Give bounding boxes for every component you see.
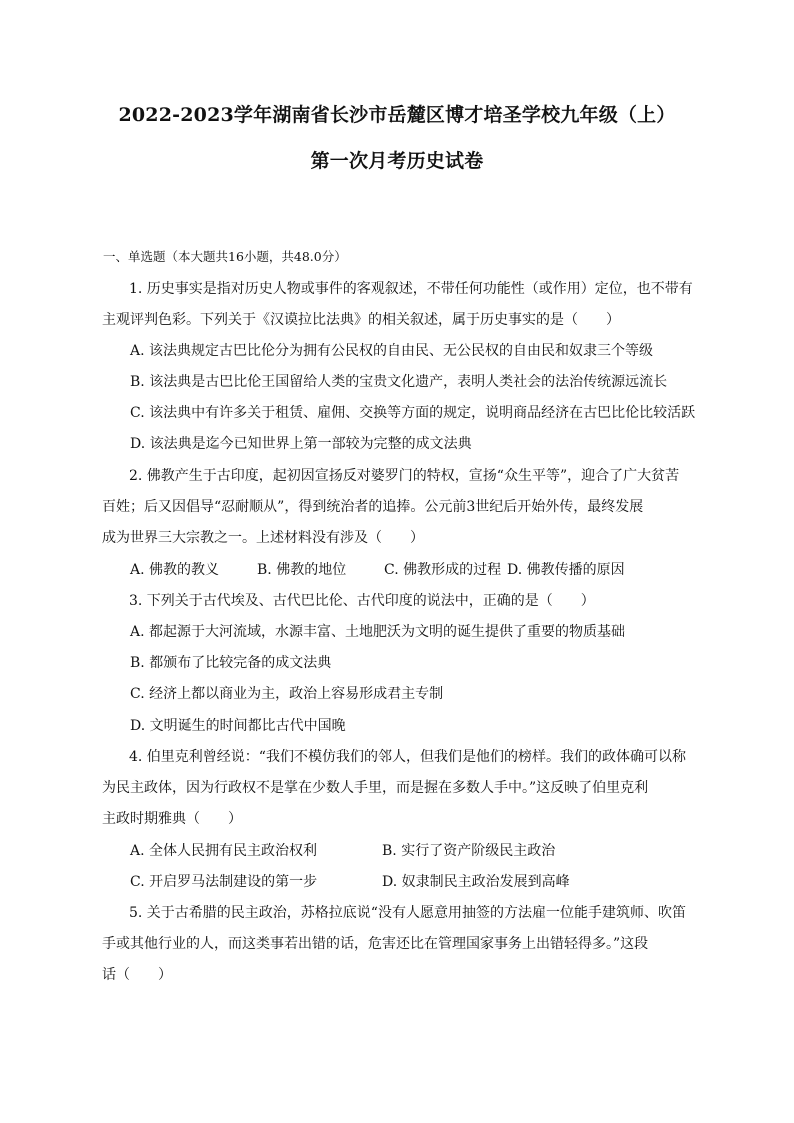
question-5-stem-line-2: 手或其他行业的人，而这类事若出错的话，危害还比在管理国家事务上出错轻得多。”这段 [102, 936, 649, 952]
question-1-option-b[interactable]: B. 该法典是古巴比伦王国留给人类的宝贵文化遗产，表明人类社会的法治传统源远流长 [130, 374, 668, 390]
question-4-stem-line-1: 4. 伯里克利曾经说：“我们不模仿我们的邻人，但我们是他们的榜样。我们的政体确可以称 [129, 749, 686, 765]
question-5-stem-line-1: 5. 关于古希腊的民主政治，苏格拉底说“没有人愿意用抽签的方法雇一位能手建筑师、吹笛 [129, 905, 686, 921]
question-1-stem-line-2: 主观评判色彩。下列关于《汉谟拉比法典》的相关叙述，属于历史事实的是（ ） [102, 312, 620, 328]
question-1-stem-line-1: 1. 历史事实是指对历史人物或事件的客观叙述，不带任何功能性（或作用）定位，也不带有 [129, 281, 693, 297]
exam-title-line2: 第一次月考历史试卷 [310, 150, 484, 172]
question-3-option-a[interactable]: A. 都起源于大河流域，水源丰富、土地肥沃为文明的诞生提供了重要的物质基础 [130, 624, 626, 640]
question-3-option-d[interactable]: D. 文明诞生的时间都比古代中国晚 [130, 718, 346, 734]
question-1-option-c[interactable]: C. 该法典中有许多关于租赁、雇佣、交换等方面的规定，说明商品经济在古巴比伦比较活跃 [130, 405, 696, 421]
question-4-option-b[interactable]: B. 实行了资产阶级民主政治 [382, 843, 556, 859]
question-2-stem-line-1: 2. 佛教产生于古印度，起初因宣扬反对婆罗门的特权，宣扬“众生平等”，迎合了广大贫苦 [129, 468, 680, 484]
question-4-option-c[interactable]: C. 开启罗马法制建设的第一步 [130, 874, 318, 890]
question-4-option-d[interactable]: D. 奴隶制民主政治发展到高峰 [382, 874, 570, 890]
question-3-option-c[interactable]: C. 经济上都以商业为主，政治上容易形成君主专制 [130, 686, 444, 702]
section-heading: 一、单选题（本大题共16小题，共48.0分） [103, 249, 347, 264]
question-2-option-a[interactable]: A. 佛教的教义 [130, 562, 220, 578]
question-2-option-d[interactable]: D. 佛教传播的原因 [507, 562, 625, 578]
question-2-option-c[interactable]: C. 佛教形成的过程 [384, 562, 502, 578]
question-2-option-b[interactable]: B. 佛教的地位 [257, 562, 347, 578]
question-4-stem-line-2: 为民主政体，因为行政权不是掌在少数人手里，而是握在多数人手中。”这反映了伯里克利 [102, 780, 649, 796]
question-1-option-d[interactable]: D. 该法典是迄今已知世界上第一部较为完整的成文法典 [130, 436, 472, 452]
question-2-stem-line-2: 百姓；后又因倡导“忍耐顺从”，得到统治者的追捧。公元前3世纪后开始外传，最终发展 [102, 499, 644, 515]
exam-title-line1: 2022-2023学年湖南省长沙市岳麓区博才培圣学校九年级（上） [118, 104, 676, 126]
question-1-option-a[interactable]: A. 该法典规定古巴比伦分为拥有公民权的自由民、无公民权的自由民和奴隶三个等级 [130, 343, 654, 359]
question-2-stem-line-3: 成为世界三大宗教之一。上述材料没有涉及（ ） [102, 530, 424, 546]
question-3-stem-line-1: 3. 下列关于古代埃及、古代巴比伦、古代印度的说法中，正确的是（ ） [129, 593, 595, 609]
question-4-option-a[interactable]: A. 全体人民拥有民主政治权利 [130, 843, 318, 859]
question-5-stem-line-3: 话（ ） [102, 967, 172, 983]
question-4-stem-line-3: 主政时期雅典（ ） [102, 811, 242, 827]
question-3-option-b[interactable]: B. 都颁布了比较完备的成文法典 [130, 655, 332, 671]
